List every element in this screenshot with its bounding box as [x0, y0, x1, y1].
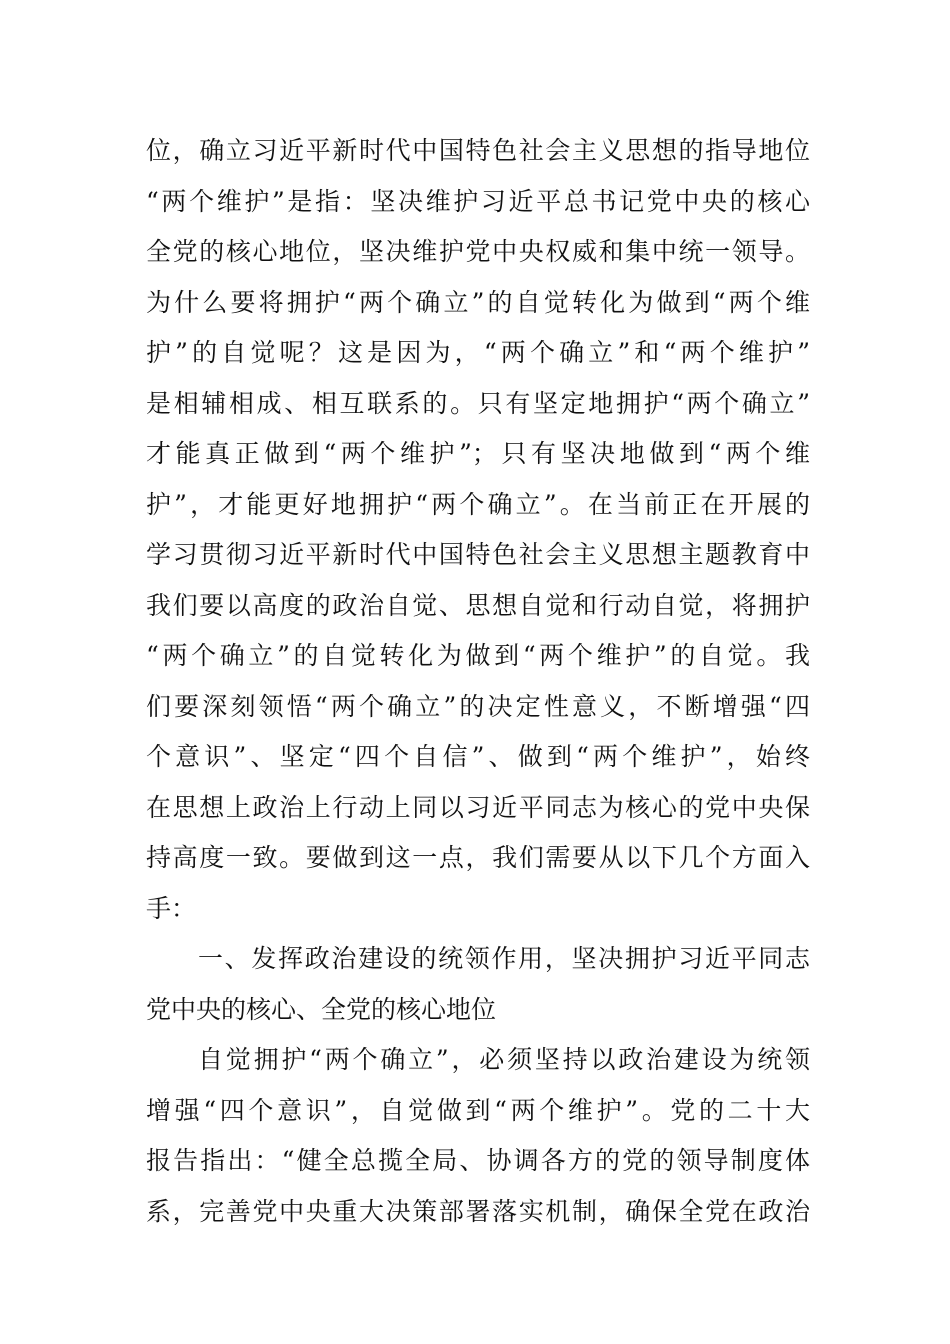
section-heading-line: 一、发挥政治建设的统领作用，坚决拥护习近平同志	[198, 944, 810, 973]
text-line: 护”的自觉呢？这是因为，“两个确立”和“两个维护”	[146, 338, 810, 367]
text-line: 个意识”、坚定“四个自信”、做到“两个维护”，始终	[146, 742, 810, 771]
text-line: 我们要以高度的政治自觉、思想自觉和行动自觉，将拥护	[146, 590, 810, 620]
text-line: 系，完善党中央重大决策部署落实机制，确保全党在政治	[146, 1196, 810, 1226]
text-line: “两个确立”的自觉转化为做到“两个维护”的自觉。我	[146, 641, 810, 670]
text-line: 护”，才能更好地拥护“两个确立”。在当前正在开展的	[146, 489, 810, 519]
text-line: 报告指出：“健全总揽全局、协调各方的党的领导制度体	[146, 1146, 810, 1175]
text-line: 全党的核心地位，坚决维护党中央权威和集中统一领导。	[146, 237, 810, 266]
body-text	[146, 126, 810, 1237]
text-line: 手：	[146, 893, 197, 923]
text-line: 是相辅相成、相互联系的。只有坚定地拥护“两个确立”	[146, 388, 810, 418]
text-line: 学习贯彻习近平新时代中国特色社会主义思想主题教育中	[146, 540, 810, 569]
text-line: “两个维护”是指：坚决维护习近平总书记党中央的核心	[146, 186, 810, 216]
paragraph-first-line: 自觉拥护“两个确立”，必须坚持以政治建设为统领	[198, 1045, 810, 1074]
section-heading-line: 党中央的核心、全党的核心地位	[146, 994, 497, 1024]
text-line: 持高度一致。要做到这一点，我们需要从以下几个方面入	[146, 843, 810, 872]
text-line: 增强“四个意识”，自觉做到“两个维护”。党的二十大	[146, 1095, 810, 1125]
text-line: 在思想上政治上行动上同以习近平同志为核心的党中央保	[146, 792, 810, 822]
text-line: 位，确立习近平新时代中国特色社会主义思想的指导地位	[146, 136, 810, 165]
text-line: 才能真正做到“两个维护”；只有坚决地做到“两个维	[146, 439, 810, 468]
text-line: 们要深刻领悟“两个确立”的决定性意义，不断增强“四	[146, 691, 810, 721]
text-line: 为什么要将拥护“两个确立”的自觉转化为做到“两个维	[146, 287, 810, 317]
